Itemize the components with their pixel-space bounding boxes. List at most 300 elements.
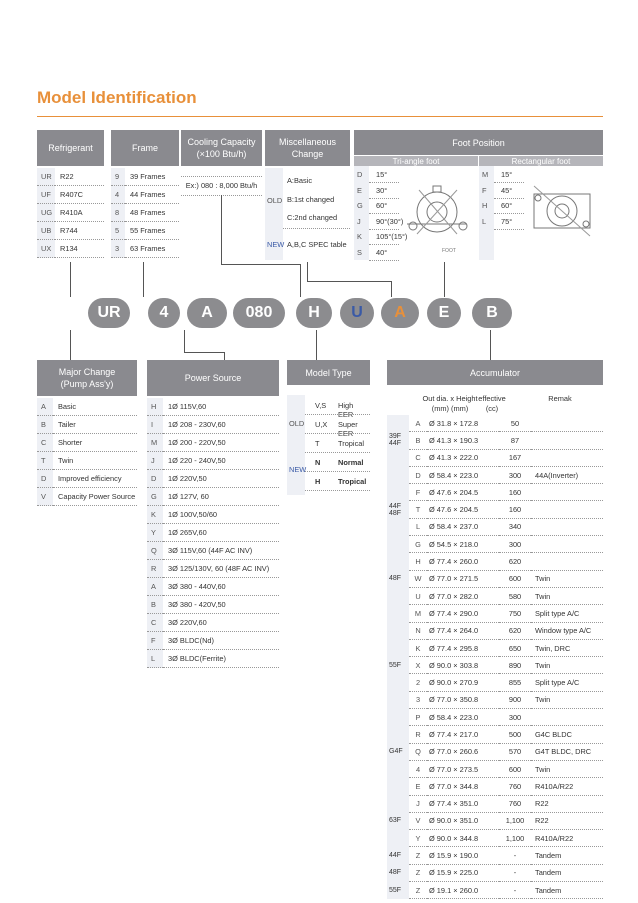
acc-volume: 340 [499, 518, 531, 535]
acc-volume: 600 [499, 760, 531, 777]
misc-header-line2: Change [291, 149, 324, 159]
power-value: 1Ø 200 - 220V,50 [163, 434, 279, 452]
acc-col-eff-line2: (cc) [485, 404, 499, 413]
acc-code: P [409, 709, 427, 726]
misc-row-c: C:2nd changed [287, 213, 338, 222]
model-type-value: Normal [338, 458, 364, 467]
acc-code: Y [409, 830, 427, 847]
power-table [147, 398, 279, 668]
acc-remark: Twin [531, 691, 603, 708]
refrigerant-value: R407C [55, 186, 104, 204]
acc-remark [531, 449, 603, 466]
major-value: Basic [53, 398, 137, 416]
acc-dimension: Ø 90.0 × 303.8 [427, 657, 499, 674]
major-value: Capacity Power Source [53, 488, 137, 506]
power-code: C [147, 614, 163, 632]
acc-code: Z [409, 847, 427, 864]
misc-header-line1: Miscellaneous [278, 137, 337, 147]
power-code: A [147, 578, 163, 596]
model-type-code: N [315, 458, 321, 467]
major-code: D [37, 470, 53, 488]
power-row [147, 398, 279, 416]
power-code: Y [147, 524, 163, 542]
acc-volume: 620 [499, 553, 531, 570]
power-row [147, 614, 279, 632]
power-code: G [147, 488, 163, 506]
major-value: Tailer [53, 416, 137, 434]
model-type-value: Super EER [338, 420, 358, 438]
refrigerant-code: UR [37, 168, 55, 186]
acc-frame [387, 691, 409, 708]
power-value: 3Ø 380 - 440V,60 [163, 578, 279, 596]
triangle-foot-drawing [399, 176, 474, 246]
acc-remark: Twin [531, 657, 603, 674]
acc-volume: 855 [499, 674, 531, 691]
model-type-value: Tropical [338, 477, 367, 486]
frame-row [111, 240, 179, 258]
acc-dimension: Ø 77.0 × 273.5 [427, 760, 499, 777]
frame-row [111, 168, 179, 186]
accumulator-row [387, 466, 603, 483]
model-type-old-label: OLD [289, 419, 305, 428]
acc-code: W [409, 570, 427, 587]
acc-code: B [409, 432, 427, 449]
power-code: L [147, 650, 163, 668]
model-code-pill: A [187, 298, 227, 328]
refrigerant-table [37, 168, 104, 258]
acc-frame [387, 587, 409, 604]
acc-remark: G4T BLDC, DRC [531, 743, 603, 760]
acc-remark: R22 [531, 795, 603, 812]
acc-frame [387, 726, 409, 743]
model-code-pill: 080 [233, 298, 285, 328]
model-code-pill: A [381, 298, 419, 328]
acc-code: 4 [409, 760, 427, 777]
accumulator-row [387, 570, 603, 587]
acc-remark: G4C BLDC [531, 726, 603, 743]
accumulator-header: Accumulator [387, 360, 603, 385]
acc-code: R [409, 726, 427, 743]
model-code-pill: B [472, 298, 512, 328]
acc-code: N [409, 622, 427, 639]
cooling-header-line1: Cooling Capacity [187, 137, 256, 147]
foot-header: Foot Position [354, 130, 603, 155]
accumulator-row [387, 622, 603, 639]
power-row [147, 470, 279, 488]
acc-volume: 760 [499, 778, 531, 795]
major-table [37, 398, 137, 506]
rectangular-foot-drawing [524, 178, 599, 244]
acc-dimension: Ø 77.0 × 350.8 [427, 691, 499, 708]
accumulator-row [387, 657, 603, 674]
acc-code: Z [409, 882, 427, 899]
frame-code: 3 [111, 240, 125, 258]
power-row [147, 488, 279, 506]
frame-header: Frame [111, 130, 179, 166]
acc-frame: 48F [387, 864, 409, 881]
foot-rect-angle: 60° [501, 201, 513, 210]
acc-col-remark: Remak [548, 394, 572, 403]
model-type-code: U,X [315, 420, 328, 429]
acc-code: H [409, 553, 427, 570]
cooling-header [181, 130, 262, 166]
acc-code: E [409, 778, 427, 795]
acc-code: K [409, 639, 427, 656]
accumulator-row [387, 501, 603, 518]
model-code-pill: H [296, 298, 332, 328]
power-code: M [147, 434, 163, 452]
acc-frame [387, 622, 409, 639]
acc-code: 3 [409, 691, 427, 708]
power-code: I [147, 416, 163, 434]
model-code-pill: 4 [148, 298, 180, 328]
acc-frame [387, 778, 409, 795]
accumulator-row [387, 484, 603, 501]
acc-dimension: Ø 77.0 × 271.5 [427, 570, 499, 587]
power-value: 3Ø BLDC(Nd) [163, 632, 279, 650]
acc-volume: 580 [499, 587, 531, 604]
frame-value: 39 Frames [125, 168, 179, 186]
acc-dimension: Ø 90.0 × 344.8 [427, 830, 499, 847]
power-row [147, 452, 279, 470]
accumulator-row [387, 709, 603, 726]
model-code-pill: E [427, 298, 461, 328]
acc-code: X [409, 657, 427, 674]
power-row [147, 416, 279, 434]
acc-remark: Twin [531, 760, 603, 777]
acc-remark: Split type A/C [531, 674, 603, 691]
foot-rect-code: H [482, 201, 488, 210]
acc-volume: 300 [499, 466, 531, 483]
acc-frame: 44F 48F [387, 501, 409, 518]
acc-col-dim-line1: Out dia. x Height [422, 394, 478, 403]
power-code: J [147, 452, 163, 470]
power-value: 3Ø BLDC(Ferrite) [163, 650, 279, 668]
refrigerant-row [37, 204, 104, 222]
refrigerant-code: UB [37, 222, 55, 240]
accumulator-row [387, 674, 603, 691]
accumulator-row [387, 553, 603, 570]
accumulator-row [387, 795, 603, 812]
foot-note: FOOT [442, 248, 456, 254]
accumulator-row [387, 882, 603, 899]
acc-code: F [409, 484, 427, 501]
acc-remark [531, 484, 603, 501]
accumulator-row [387, 536, 603, 553]
acc-volume: 300 [499, 536, 531, 553]
refrigerant-code: UX [37, 240, 55, 258]
accumulator-table [387, 415, 603, 899]
accumulator-row [387, 605, 603, 622]
power-value: 1Ø 127V, 60 [163, 488, 279, 506]
acc-remark [531, 518, 603, 535]
acc-remark: R410A/R22 [531, 830, 603, 847]
acc-volume: - [499, 864, 531, 881]
acc-remark: R410A/R22 [531, 778, 603, 795]
acc-dimension: Ø 15.9 × 225.0 [427, 864, 499, 881]
acc-code: G [409, 536, 427, 553]
acc-remark: Tandem [531, 847, 603, 864]
acc-code: Z [409, 864, 427, 881]
acc-frame [387, 466, 409, 483]
acc-remark: Tandem [531, 882, 603, 899]
major-header-line1: Major Change [58, 367, 116, 377]
foot-tri-code: J [357, 216, 361, 226]
acc-col-dim-line2: (mm) (mm) [431, 404, 469, 413]
accumulator-row [387, 743, 603, 760]
frame-code: 5 [111, 222, 125, 240]
acc-frame [387, 415, 409, 432]
accumulator-subheader [387, 386, 603, 414]
refrigerant-value: R134 [55, 240, 104, 258]
major-code: B [37, 416, 53, 434]
acc-frame [387, 518, 409, 535]
foot-rect-code: M [482, 170, 489, 179]
acc-dimension: Ø 41.3 × 190.3 [427, 432, 499, 449]
foot-tri-angle: 40° [376, 247, 388, 257]
misc-new-row: A,B,C SPEC table [287, 240, 347, 249]
misc-old-label: OLD [267, 196, 283, 205]
acc-col-eff [477, 394, 507, 414]
foot-rect-code: F [482, 185, 487, 195]
foot-rect-code: L [482, 216, 487, 226]
foot-tri-angle: 30° [376, 185, 388, 195]
acc-dimension: Ø 90.0 × 270.9 [427, 674, 499, 691]
power-code: H [147, 398, 163, 416]
acc-dimension: Ø 58.4 × 223.0 [427, 709, 499, 726]
power-value: 3Ø 220V,60 [163, 614, 279, 632]
foot-tri-angle: 15° [376, 170, 388, 179]
frame-table [111, 168, 179, 258]
acc-col-eff-line1: effective [478, 394, 506, 403]
acc-remark [531, 415, 603, 432]
acc-remark: R22 [531, 812, 603, 829]
acc-volume: 87 [499, 432, 531, 449]
acc-dimension: Ø 58.4 × 237.0 [427, 518, 499, 535]
model-type-code: V,S [315, 401, 327, 410]
accumulator-row [387, 691, 603, 708]
major-value: Shorter [53, 434, 137, 452]
accumulator-row [387, 415, 603, 432]
acc-volume: 500 [499, 726, 531, 743]
acc-code: J [409, 795, 427, 812]
power-value: 3Ø 380 - 420V,50 [163, 596, 279, 614]
model-code-pill: UR [88, 298, 130, 328]
power-value: 1Ø 220 - 240V,50 [163, 452, 279, 470]
acc-remark [531, 709, 603, 726]
model-code-pill: U [340, 298, 374, 328]
acc-volume: 600 [499, 570, 531, 587]
acc-col-dim [413, 394, 487, 414]
acc-volume: 160 [499, 501, 531, 518]
frame-value: 63 Frames [125, 240, 179, 258]
acc-dimension: Ø 77.4 × 351.0 [427, 795, 499, 812]
acc-volume: - [499, 847, 531, 864]
major-row [37, 488, 137, 506]
acc-dimension: Ø 77.4 × 260.0 [427, 553, 499, 570]
accumulator-row [387, 587, 603, 604]
cooling-header-line2: (×100 Btu/h) [196, 149, 247, 159]
accumulator-row [387, 864, 603, 881]
acc-dimension: Ø 90.0 × 351.0 [427, 812, 499, 829]
acc-volume: 167 [499, 449, 531, 466]
power-row [147, 506, 279, 524]
acc-code: C [409, 449, 427, 466]
refrigerant-code: UG [37, 204, 55, 222]
foot-tri-code: E [357, 185, 362, 195]
accumulator-row [387, 726, 603, 743]
foot-rect-angle: 15° [501, 170, 513, 179]
acc-volume: 650 [499, 639, 531, 656]
acc-dimension: Ø 47.6 × 204.5 [427, 484, 499, 501]
power-value: 1Ø 208 - 230V,60 [163, 416, 279, 434]
acc-dimension: Ø 77.0 × 260.6 [427, 743, 499, 760]
acc-remark [531, 501, 603, 518]
acc-frame [387, 830, 409, 847]
acc-volume: 890 [499, 657, 531, 674]
major-row [37, 434, 137, 452]
acc-volume: - [499, 882, 531, 899]
acc-frame: 44F [387, 847, 409, 864]
power-value: 1Ø 220V,50 [163, 470, 279, 488]
acc-frame [387, 553, 409, 570]
acc-dimension: Ø 54.5 × 218.0 [427, 536, 499, 553]
power-value: 1Ø 100V,50/60 [163, 506, 279, 524]
frame-code: 8 [111, 204, 125, 222]
acc-code: L [409, 518, 427, 535]
refrigerant-code: UF [37, 186, 55, 204]
frame-value: 55 Frames [125, 222, 179, 240]
power-code: K [147, 506, 163, 524]
acc-volume: 570 [499, 743, 531, 760]
foot-rect-angle: 45° [501, 185, 513, 195]
major-value: Twin [53, 452, 137, 470]
power-code: Q [147, 542, 163, 560]
major-row [37, 398, 137, 416]
acc-dimension: Ø 47.6 × 204.5 [427, 501, 499, 518]
acc-volume: 1,100 [499, 812, 531, 829]
major-header [37, 360, 137, 396]
power-row [147, 542, 279, 560]
acc-code: U [409, 587, 427, 604]
acc-remark: Window type A/C [531, 622, 603, 639]
foot-rect-angle: 75° [501, 216, 513, 226]
acc-frame [387, 536, 409, 553]
acc-remark: Twin [531, 570, 603, 587]
acc-remark [531, 536, 603, 553]
acc-frame: 55F [387, 657, 409, 674]
acc-frame [387, 795, 409, 812]
page-title: Model Identification [37, 88, 197, 107]
frame-value: 48 Frames [125, 204, 179, 222]
foot-tri-angle: 105°(15°) [376, 232, 408, 241]
acc-frame [387, 709, 409, 726]
power-code: F [147, 632, 163, 650]
power-value: 3Ø 125/130V, 60 (48F AC INV) [163, 560, 279, 578]
acc-remark [531, 553, 603, 570]
foot-rect-table [479, 166, 603, 260]
acc-code: 2 [409, 674, 427, 691]
model-type-value: High EER [338, 401, 354, 419]
acc-code: A [409, 415, 427, 432]
misc-table [265, 168, 350, 260]
acc-volume: 620 [499, 622, 531, 639]
acc-volume: 900 [499, 691, 531, 708]
major-code: A [37, 398, 53, 416]
acc-dimension: Ø 77.4 × 217.0 [427, 726, 499, 743]
acc-frame: 63F [387, 812, 409, 829]
misc-new-label: NEW [267, 240, 285, 249]
acc-dimension: Ø 19.1 × 260.0 [427, 882, 499, 899]
acc-frame [387, 674, 409, 691]
power-code: R [147, 560, 163, 578]
refrigerant-value: R744 [55, 222, 104, 240]
model-type-table [287, 395, 370, 495]
accumulator-row [387, 830, 603, 847]
accumulator-row [387, 760, 603, 777]
misc-header [265, 130, 350, 166]
refrigerant-row [37, 240, 104, 258]
title-rule [37, 116, 603, 117]
acc-dimension: Ø 58.4 × 223.0 [427, 466, 499, 483]
acc-dimension: Ø 77.4 × 290.0 [427, 605, 499, 622]
accumulator-row [387, 778, 603, 795]
frame-value: 44 Frames [125, 186, 179, 204]
power-row [147, 632, 279, 650]
foot-rect-header: Rectangular foot [479, 156, 603, 166]
acc-remark: Twin [531, 587, 603, 604]
model-type-code: T [315, 439, 320, 448]
acc-volume: 750 [499, 605, 531, 622]
frame-row [111, 204, 179, 222]
foot-tri-table [354, 166, 478, 260]
acc-dimension: Ø 77.0 × 344.8 [427, 778, 499, 795]
cooling-example: Ex:) 080 : 8,000 Btu/h [181, 176, 262, 196]
power-row [147, 434, 279, 452]
acc-volume: 50 [499, 415, 531, 432]
power-value: 1Ø 115V,60 [163, 398, 279, 416]
accumulator-row [387, 432, 603, 449]
frame-row [111, 186, 179, 204]
foot-tri-code: S [357, 247, 362, 257]
power-value: 3Ø 115V,60 (44F AC INV) [163, 542, 279, 560]
foot-tri-header: Tri-angle foot [354, 156, 478, 166]
acc-code: T [409, 501, 427, 518]
foot-tri-angle: 60° [376, 201, 388, 210]
refrigerant-row [37, 222, 104, 240]
major-row [37, 416, 137, 434]
foot-tri-angle: 90°(30°) [376, 216, 404, 226]
acc-frame: 55F [387, 882, 409, 899]
major-header-line2: (Pump Ass'y) [60, 379, 114, 389]
refrigerant-value: R410A [55, 204, 104, 222]
acc-volume: 760 [499, 795, 531, 812]
foot-tri-code: G [357, 201, 363, 210]
frame-row [111, 222, 179, 240]
acc-remark: Tandem [531, 864, 603, 881]
refrigerant-row [37, 168, 104, 186]
acc-frame [387, 639, 409, 656]
acc-remark: 44A(Inverter) [531, 466, 603, 483]
power-row [147, 596, 279, 614]
acc-volume: 160 [499, 484, 531, 501]
power-row [147, 560, 279, 578]
power-row [147, 524, 279, 542]
acc-frame [387, 760, 409, 777]
frame-code: 9 [111, 168, 125, 186]
major-code: V [37, 488, 53, 506]
model-type-code: H [315, 477, 321, 486]
